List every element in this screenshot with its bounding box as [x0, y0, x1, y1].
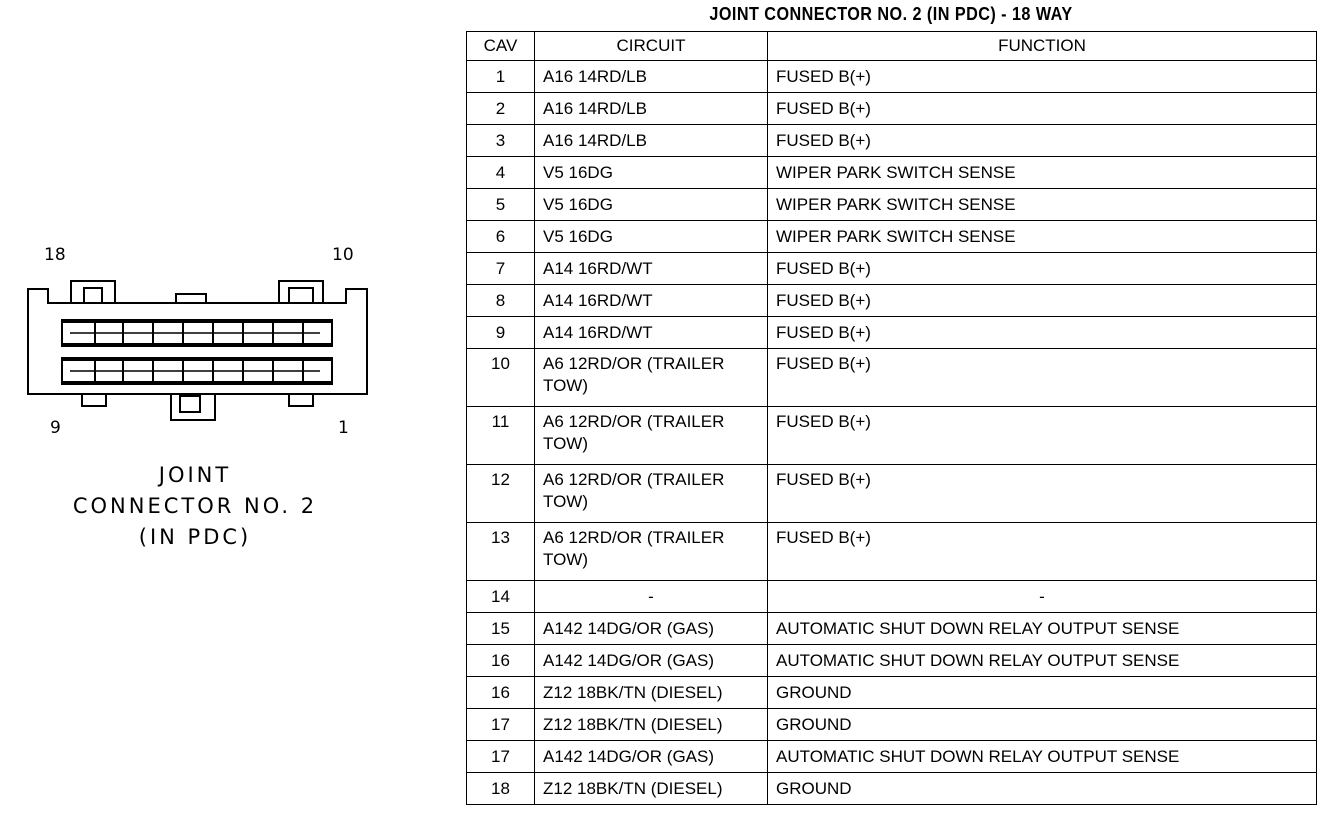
pin-label-10: 10: [332, 245, 354, 265]
table-row: [467, 157, 1317, 189]
cav-cell: 1: [467, 61, 535, 93]
cav-cell: 5: [467, 189, 535, 221]
function-cell: FUSED B(+): [768, 125, 1317, 157]
table-row: [467, 677, 1317, 709]
connector-caption: [40, 460, 350, 553]
circuit-cell: A16 14RD/LB: [535, 125, 768, 157]
table-title: JOINT CONNECTOR NO. 2 (IN PDC) - 18 WAY: [709, 4, 1073, 24]
circuit-cell: A14 16RD/WT: [535, 253, 768, 285]
cav-cell: 16: [467, 677, 535, 709]
function-cell: FUSED B(+): [768, 349, 1317, 407]
circuit-cell: A16 14RD/LB: [535, 93, 768, 125]
table-row: [467, 709, 1317, 741]
circuit-cell: A16 14RD/LB: [535, 61, 768, 93]
pin-label-18: 18: [44, 245, 66, 265]
function-cell: GROUND: [768, 709, 1317, 741]
header-circuit: CIRCUIT: [535, 32, 768, 61]
table-row: [467, 221, 1317, 253]
table-row: [467, 741, 1317, 773]
table-row: [467, 349, 1317, 407]
table-row: [467, 523, 1317, 581]
circuit-cell: V5 16DG: [535, 221, 768, 253]
circuit-cell: A6 12RD/OR (TRAILER TOW): [535, 465, 768, 523]
function-cell: AUTOMATIC SHUT DOWN RELAY OUTPUT SENSE: [768, 741, 1317, 773]
cav-cell: 17: [467, 741, 535, 773]
pinout-table: [466, 31, 1317, 805]
header-cav: CAV: [467, 32, 535, 61]
cav-cell: 6: [467, 221, 535, 253]
table-row: [467, 93, 1317, 125]
caption-line-1: JOINT: [158, 463, 232, 487]
circuit-cell: A6 12RD/OR (TRAILER TOW): [535, 349, 768, 407]
function-cell: FUSED B(+): [768, 61, 1317, 93]
cav-cell: 10: [467, 349, 535, 407]
table-row: [467, 285, 1317, 317]
function-cell: FUSED B(+): [768, 285, 1317, 317]
function-cell: -: [768, 581, 1317, 613]
cav-cell: 18: [467, 773, 535, 805]
table-row: [467, 465, 1317, 523]
function-cell: FUSED B(+): [768, 317, 1317, 349]
table-row: [467, 61, 1317, 93]
table-header-row: [467, 32, 1317, 61]
function-cell: FUSED B(+): [768, 407, 1317, 465]
circuit-cell: A142 14DG/OR (GAS): [535, 613, 768, 645]
circuit-cell: A142 14DG/OR (GAS): [535, 741, 768, 773]
function-cell: AUTOMATIC SHUT DOWN RELAY OUTPUT SENSE: [768, 645, 1317, 677]
cav-cell: 13: [467, 523, 535, 581]
function-cell: FUSED B(+): [768, 93, 1317, 125]
cav-cell: 12: [467, 465, 535, 523]
table-row: [467, 773, 1317, 805]
pin-label-9: 9: [50, 418, 61, 438]
circuit-cell: Z12 18BK/TN (DIESEL): [535, 773, 768, 805]
cav-cell: 11: [467, 407, 535, 465]
cav-cell: 9: [467, 317, 535, 349]
table-row: [467, 645, 1317, 677]
function-cell: FUSED B(+): [768, 465, 1317, 523]
connector-diagram: [0, 0, 440, 820]
circuit-cell: V5 16DG: [535, 189, 768, 221]
function-cell: GROUND: [768, 773, 1317, 805]
cav-cell: 15: [467, 613, 535, 645]
circuit-cell: A6 12RD/OR (TRAILER TOW): [535, 407, 768, 465]
cav-cell: 14: [467, 581, 535, 613]
circuit-cell: A14 16RD/WT: [535, 317, 768, 349]
table-row: [467, 317, 1317, 349]
circuit-cell: Z12 18BK/TN (DIESEL): [535, 709, 768, 741]
cav-cell: 7: [467, 253, 535, 285]
caption-line-3: (IN PDC): [138, 525, 252, 549]
function-cell: WIPER PARK SWITCH SENSE: [768, 221, 1317, 253]
table-row: [467, 189, 1317, 221]
connector-face-drawing: [0, 0, 440, 460]
circuit-cell: V5 16DG: [535, 157, 768, 189]
table-row: [467, 613, 1317, 645]
cav-cell: 8: [467, 285, 535, 317]
function-cell: GROUND: [768, 677, 1317, 709]
table-row: [467, 253, 1317, 285]
function-cell: WIPER PARK SWITCH SENSE: [768, 157, 1317, 189]
function-cell: WIPER PARK SWITCH SENSE: [768, 189, 1317, 221]
cav-cell: 17: [467, 709, 535, 741]
cav-cell: 2: [467, 93, 535, 125]
cav-cell: 4: [467, 157, 535, 189]
circuit-cell: Z12 18BK/TN (DIESEL): [535, 677, 768, 709]
table-row: [467, 581, 1317, 613]
circuit-cell: -: [535, 581, 768, 613]
circuit-cell: A142 14DG/OR (GAS): [535, 645, 768, 677]
cav-cell: 16: [467, 645, 535, 677]
table-row: [467, 407, 1317, 465]
function-cell: AUTOMATIC SHUT DOWN RELAY OUTPUT SENSE: [768, 613, 1317, 645]
caption-line-2: CONNECTOR NO. 2: [72, 494, 318, 518]
function-cell: FUSED B(+): [768, 253, 1317, 285]
function-cell: FUSED B(+): [768, 523, 1317, 581]
circuit-cell: A14 16RD/WT: [535, 285, 768, 317]
header-function: FUNCTION: [768, 32, 1317, 61]
table-row: [467, 125, 1317, 157]
circuit-cell: A6 12RD/OR (TRAILER TOW): [535, 523, 768, 581]
pin-label-1: 1: [338, 418, 349, 438]
cav-cell: 3: [467, 125, 535, 157]
